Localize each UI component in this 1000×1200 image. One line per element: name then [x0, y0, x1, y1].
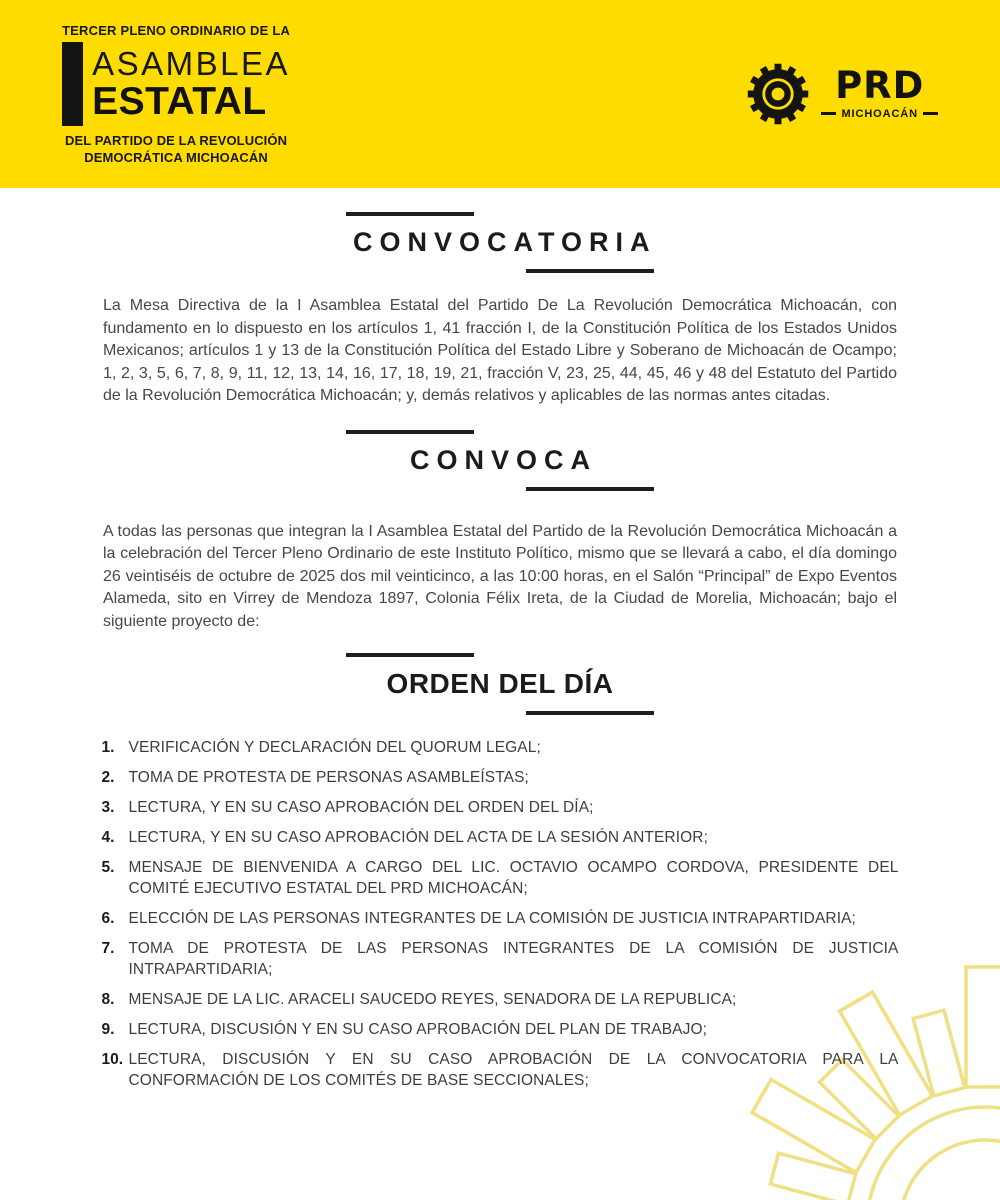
agenda-item-text: MENSAJE DE BIENVENIDA A CARGO DEL LIC. OCTAVIO OCAMPO CORDOVA, PRESIDENTE DEL COMITÉ EJECUTIVO ESTATAL DEL PRD MICHOACÁN; — [128, 859, 899, 897]
event-subtitle-line1: DEL PARTIDO DE LA REVOLUCIÓN — [64, 133, 288, 149]
convocatoria-heading-block — [346, 212, 657, 273]
agenda-item — [102, 767, 899, 788]
agenda-list — [102, 737, 899, 1091]
heading-rule-top — [346, 430, 474, 434]
event-logo — [62, 23, 290, 167]
prd-sun-icon — [745, 61, 811, 127]
agenda-item — [102, 1019, 899, 1040]
agenda-item-text: LECTURA, DISCUSIÓN Y EN SU CASO APROBACIÓN DE LA CONVOCATORIA PARA LA CONFORMACIÓN DE LOS COMITÉS DE BASE SECCIONALES; — [128, 1051, 899, 1089]
party-acronym: PRD — [835, 64, 925, 108]
header-band — [0, 0, 1000, 188]
agenda-item — [102, 827, 899, 848]
agenda-item-text: LECTURA, DISCUSIÓN Y EN SU CASO APROBACIÓN DEL PLAN DE TRABAJO; — [128, 1021, 708, 1038]
agenda-item-number: 10. — [101, 1051, 124, 1068]
agenda-item-text: MENSAJE DE LA LIC. ARACELI SAUCEDO REYES, SENADORA DE LA REPUBLICA; — [128, 991, 737, 1008]
agenda-item-number: 7. — [101, 940, 115, 957]
section-orden-del-dia — [0, 653, 1000, 1091]
agenda-item-number: 6. — [101, 910, 115, 927]
agenda-item-number: 4. — [101, 829, 115, 846]
event-title-lines — [92, 45, 290, 123]
agenda-item — [102, 938, 899, 980]
agenda-item-number: 2. — [101, 769, 115, 786]
heading-rule-bottom — [526, 711, 654, 715]
agenda-item — [102, 737, 899, 758]
agenda-item-number: 5. — [101, 859, 115, 876]
event-subtitle — [65, 133, 287, 167]
heading-rule-bottom — [526, 269, 654, 273]
section-convoca — [0, 430, 1000, 634]
heading-rule-top — [346, 212, 474, 216]
heading-rule-bottom — [526, 487, 654, 491]
convoca-paragraph: A todas las personas que integran la I Asamblea Estatal del Partido de la Revolución Democrática Michoacán a la celebración del Tercer Pleno Ordinario de este Instituto Político, mismo que se llevará a cabo, el día domingo 26 veintiséis de octubre de 2025 dos mil veinticinco, a las 10:00 horas, en el Salón “Principal” de Expo Eventos Alameda, sito en Virrey de Mendoza 1897, Colonia Félix Ireta, de la Ciudad de Morelia, Michoacán; bajo el siguiente proyecto de: — [103, 522, 897, 630]
event-subtitle-line2: DEMOCRÁTICA MICHOACÁN — [84, 150, 268, 165]
roman-numeral-one — [62, 42, 83, 126]
agenda-item-number: 3. — [101, 799, 115, 816]
convocatoria-heading: CONVOCATORIA — [353, 227, 657, 257]
agenda-item — [102, 797, 899, 818]
agenda-item-number: 9. — [101, 1021, 115, 1038]
party-region: MICHOACÁN — [841, 107, 918, 120]
convocatoria-paragraph: La Mesa Directiva de la I Asamblea Estatal del Partido De La Revolución Democrática Michoacán, con fundamento en lo dispuesto en los artículos 1, 41 fracción I, de la Constitución Política de los Estados Unidos Mexicanos; artículos 1 y 13 de la Constitución Política del Estado Libre y Soberano de Michoacán de Ocampo; 1, 2, 3, 5, 6, 7, 8, 9, 11, 12, 13, 14, 16, 17, 18, 19, 21, fracción V, 23, 25, 44, 45, 46 y 48 del Estatuto del Partido de la Revolución Democrática Michoacán; y, demás relativos y aplicables de las normas antes citadas. — [103, 297, 897, 404]
agenda-item-text: LECTURA, Y EN SU CASO APROBACIÓN DEL ORDEN DEL DÍA; — [128, 799, 594, 816]
agenda-item-text: TOMA DE PROTESTA DE LAS PERSONAS INTEGRANTES DE LA COMISIÓN DE JUSTICIA INTRAPARTIDARIA; — [128, 940, 899, 978]
agenda-item-text: VERIFICACIÓN Y DECLARACIÓN DEL QUORUM LEGAL; — [128, 739, 541, 756]
event-kicker: TERCER PLENO ORDINARIO DE LA — [62, 23, 291, 39]
agenda-item — [102, 1049, 899, 1091]
agenda-item — [102, 908, 899, 929]
heading-rule-top — [346, 653, 474, 657]
party-logo — [745, 61, 938, 127]
orden-heading: ORDEN DEL DÍA — [386, 668, 614, 699]
agenda-item — [102, 989, 899, 1010]
convoca-heading-block — [346, 430, 654, 491]
left-dash — [821, 112, 836, 115]
agenda-item — [102, 857, 899, 899]
party-region-row — [821, 108, 938, 120]
agenda-item-number: 1. — [101, 739, 115, 756]
event-title — [62, 42, 290, 126]
orden-heading-block — [346, 653, 654, 715]
agenda-item-text: ELECCIÓN DE LAS PERSONAS INTEGRANTES DE LA COMISIÓN DE JUSTICIA INTRAPARTIDARIA; — [128, 910, 856, 927]
event-title-line1: ASAMBLEA — [92, 45, 290, 83]
convoca-heading: CONVOCA — [409, 444, 597, 475]
agenda-item-text: TOMA DE PROTESTA DE PERSONAS ASAMBLEÍSTAS; — [128, 769, 529, 786]
section-convocatoria — [0, 212, 1000, 408]
party-wordmark — [821, 64, 938, 120]
document-body — [0, 212, 1000, 1091]
right-dash — [923, 112, 938, 115]
event-title-line2: ESTATAL — [92, 79, 267, 123]
agenda-item-number: 8. — [101, 991, 115, 1008]
agenda-item-text: LECTURA, Y EN SU CASO APROBACIÓN DEL ACTA DE LA SESIÓN ANTERIOR; — [128, 829, 708, 846]
